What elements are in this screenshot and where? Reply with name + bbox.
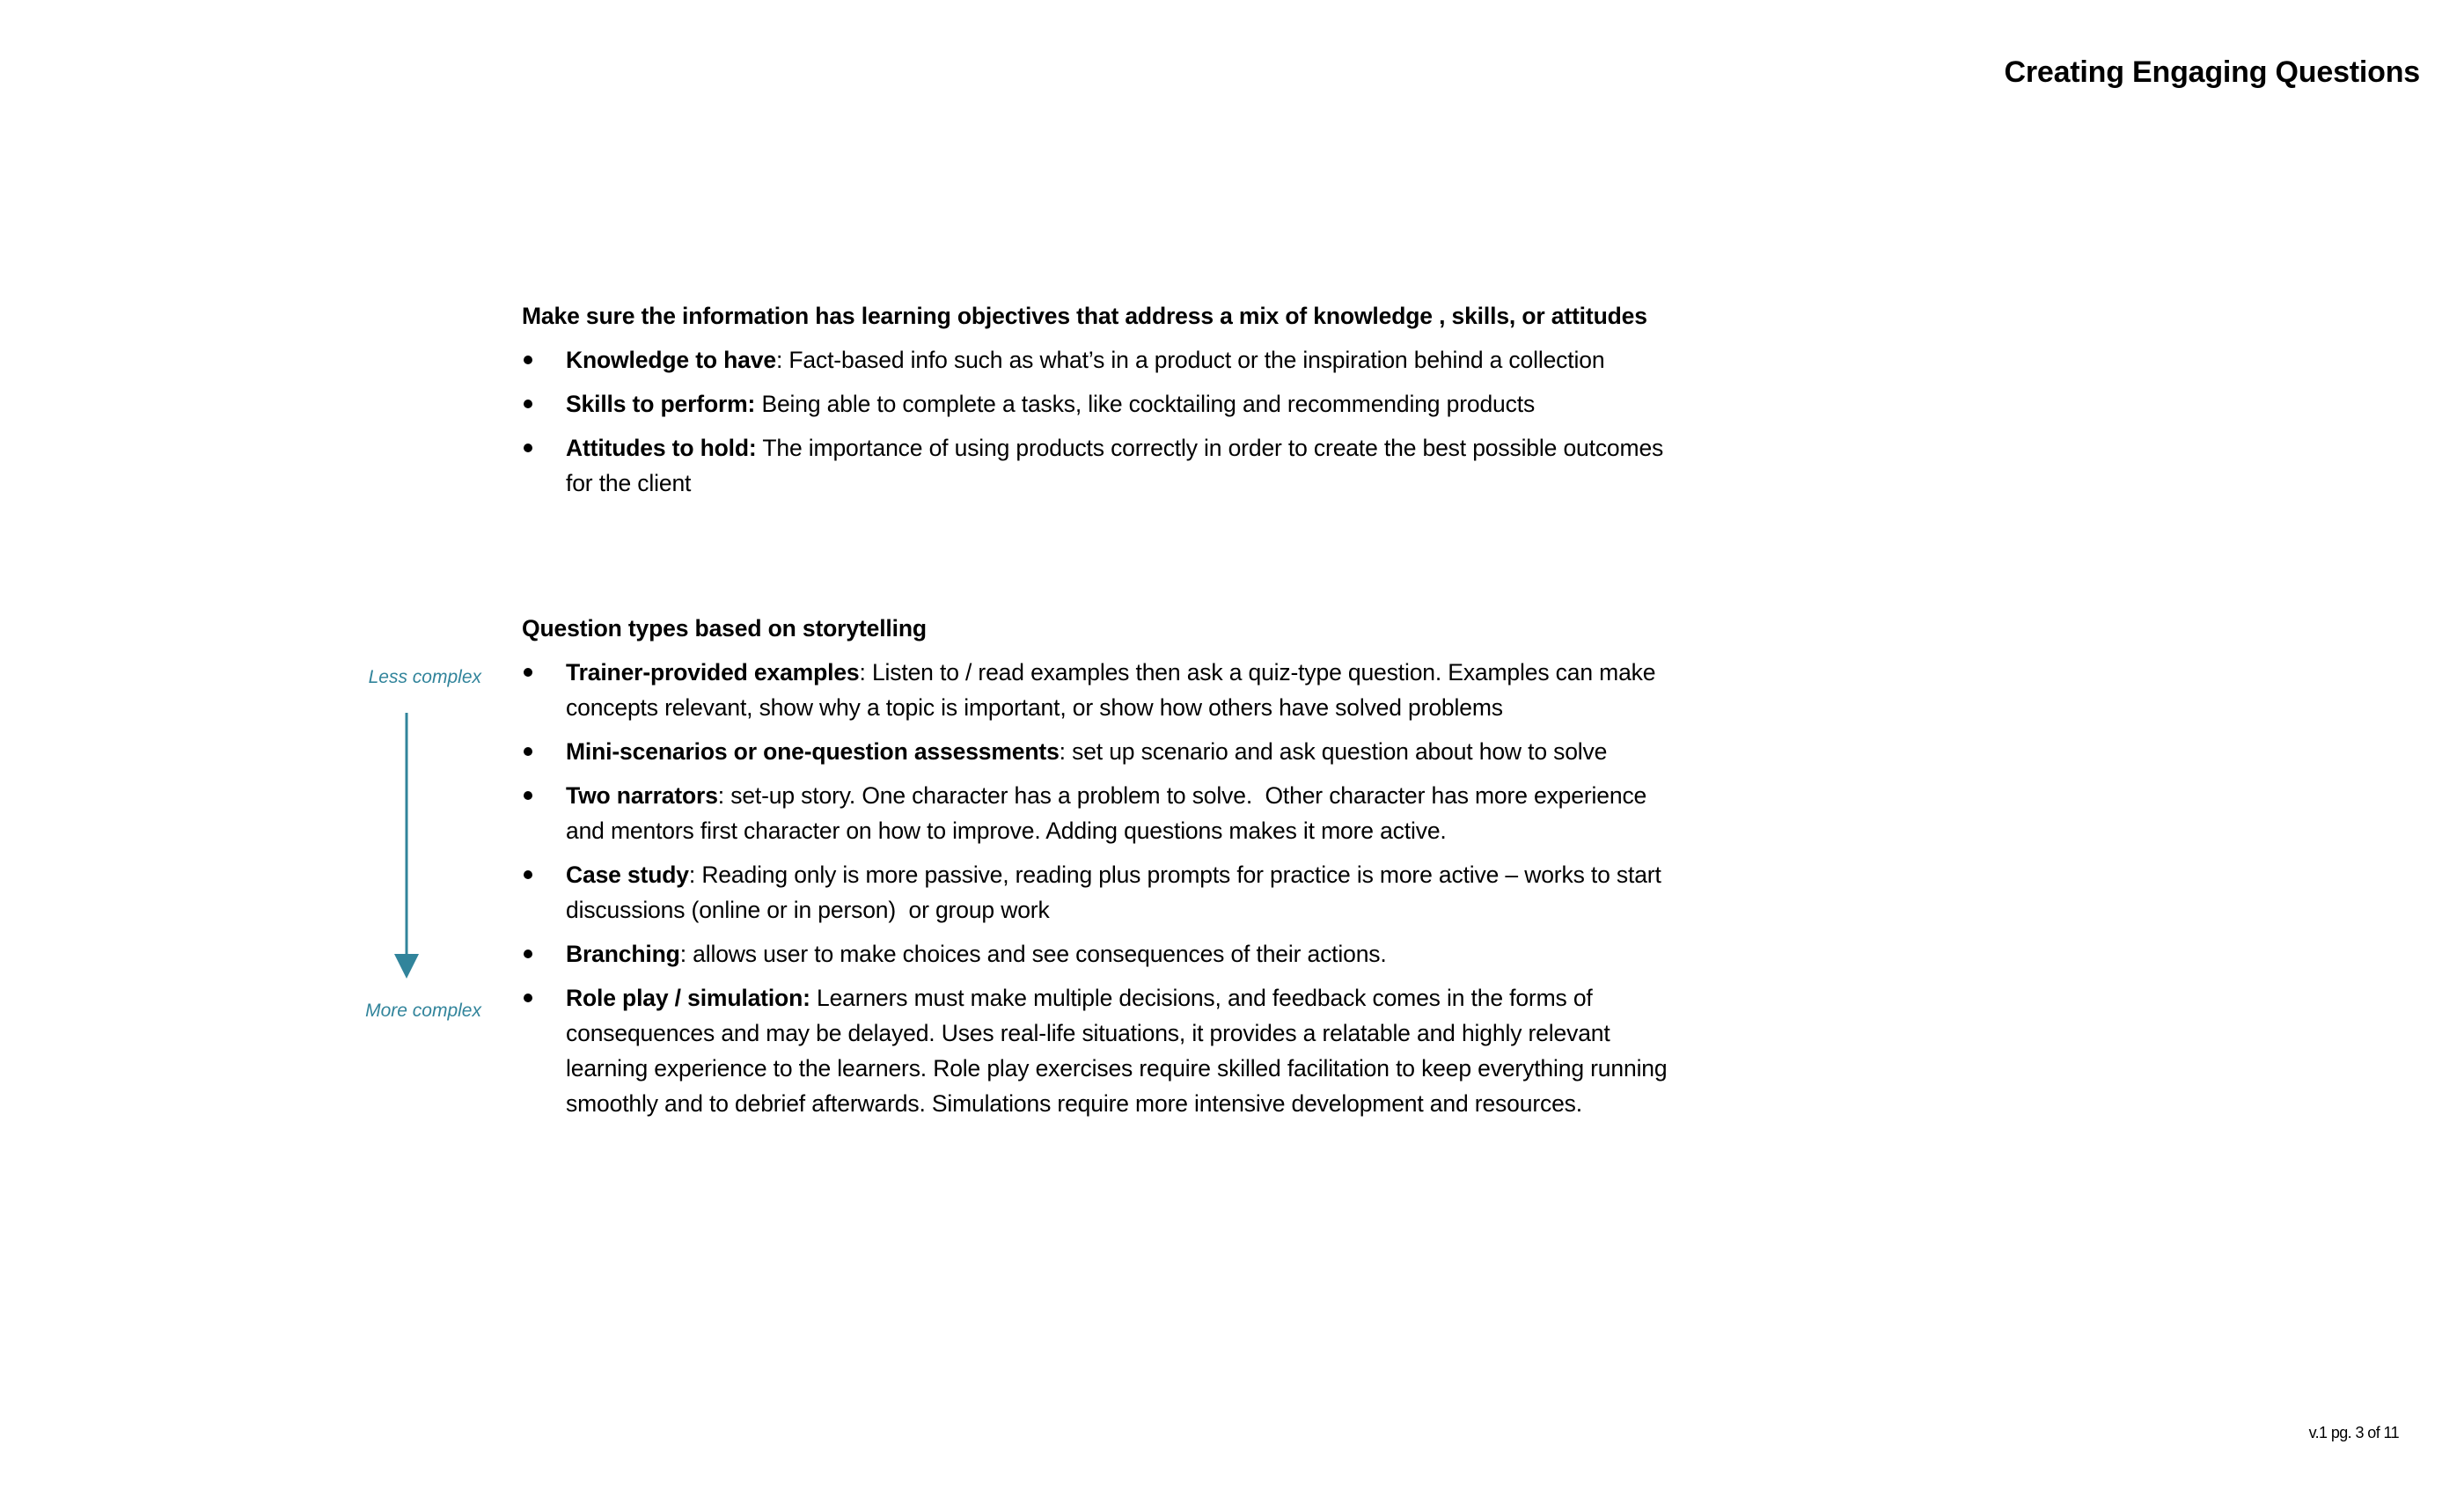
list-item-text: : Reading only is more passive, reading plus prompts for practice is more active – works to start: [688, 862, 1661, 888]
list-item-label: Branching: [566, 941, 680, 967]
list-item-label: Role play / simulation:: [566, 985, 810, 1011]
list-item: [522, 857, 2000, 928]
bullet-icon: [524, 994, 532, 1002]
list-item-line: [566, 655, 2000, 690]
list-item-line: [566, 980, 2000, 1016]
list-item-text: : set up scenario and ask question about how to solve: [1059, 738, 1608, 765]
list-item: [522, 386, 2000, 422]
list-item: [522, 655, 2000, 725]
bullet-icon: [524, 747, 532, 756]
list-item-line: [566, 857, 2000, 892]
arrow-down-icon: [392, 713, 421, 981]
objectives-section: [522, 298, 2000, 501]
objectives-heading: Make sure the information has learning objectives that address a mix of knowledge , skills, or attitudes: [522, 303, 1647, 329]
list-item: [522, 980, 2000, 1121]
list-item-line: [566, 342, 2000, 378]
bullet-icon: [524, 400, 532, 408]
list-item-label: Knowledge to have: [566, 347, 776, 373]
list-item-text: : set-up story. One character has a problem to solve. Other character has more experience: [717, 782, 1647, 809]
list-item-line: [566, 734, 2000, 769]
list-item-label: Skills to perform:: [566, 391, 756, 417]
bullet-icon: [524, 668, 532, 677]
objectives-list: [522, 342, 2000, 501]
list-item-continuation: concepts relevant, show why a topic is important, or show how others have solved problems: [566, 694, 1503, 721]
list-item-text: : Listen to / read examples then ask a quiz-type question. Examples can make: [859, 659, 1656, 686]
list-item: [522, 430, 2000, 501]
bullet-icon: [524, 791, 532, 800]
list-item: [522, 936, 2000, 972]
less-complex-label: Less complex: [368, 667, 481, 687]
list-item-continuation: and mentors first character on how to improve. Adding questions makes it more active.: [566, 818, 1447, 844]
list-item-text: Learners must make multiple decisions, and feedback comes in the forms of: [810, 985, 1593, 1011]
list-item-continuation: smoothly and to debrief afterwards. Simulations require more intensive development and resources.: [566, 1090, 1582, 1117]
page-title: Creating Engaging Questions: [2004, 55, 2420, 89]
bullet-icon: [524, 950, 532, 958]
bullet-icon: [524, 870, 532, 879]
list-item: [522, 734, 2000, 769]
list-item-line: [566, 430, 2000, 466]
question-types-heading: Question types based on storytelling: [522, 615, 927, 642]
more-complex-label: More complex: [365, 1001, 481, 1021]
list-item-continuation: for the client: [566, 470, 692, 496]
page-number: v.1 pg. 3 of 11: [2308, 1424, 2399, 1441]
bullet-icon: [524, 356, 532, 364]
list-item-continuation: learning experience to the learners. Role play exercises require skilled facilitation to keep everything running: [566, 1055, 1668, 1082]
list-item: [522, 778, 2000, 848]
list-item: [522, 342, 2000, 378]
list-item-line: [566, 778, 2000, 813]
list-item-line: [566, 936, 2000, 972]
list-item-label: Case study: [566, 862, 689, 888]
list-item-label: Trainer-provided examples: [566, 659, 860, 686]
list-item-continuation: consequences and may be delayed. Uses real-life situations, it provides a relatable and highly relevant: [566, 1020, 1610, 1046]
question-types-list: [522, 655, 2000, 1121]
list-item-label: Two narrators: [566, 782, 718, 809]
list-item-label: Mini-scenarios or one-question assessments: [566, 738, 1060, 765]
list-item-continuation: discussions (online or in person) or group work: [566, 897, 1050, 923]
list-item-label: Attitudes to hold:: [566, 435, 757, 461]
question-types-section: [522, 611, 2000, 1121]
arrow-head: [394, 954, 419, 979]
list-item-text: : Fact-based info such as what’s in a product or the inspiration behind a collection: [775, 347, 1605, 373]
list-item-text: : allows user to make choices and see consequences of their actions.: [679, 941, 1387, 967]
bullet-icon: [524, 444, 532, 452]
list-item-line: [566, 386, 2000, 422]
list-item-text: Being able to complete a tasks, like cocktailing and recommending products: [755, 391, 1536, 417]
list-item-text: The importance of using products correctly in order to create the best possible outcomes: [756, 435, 1664, 461]
